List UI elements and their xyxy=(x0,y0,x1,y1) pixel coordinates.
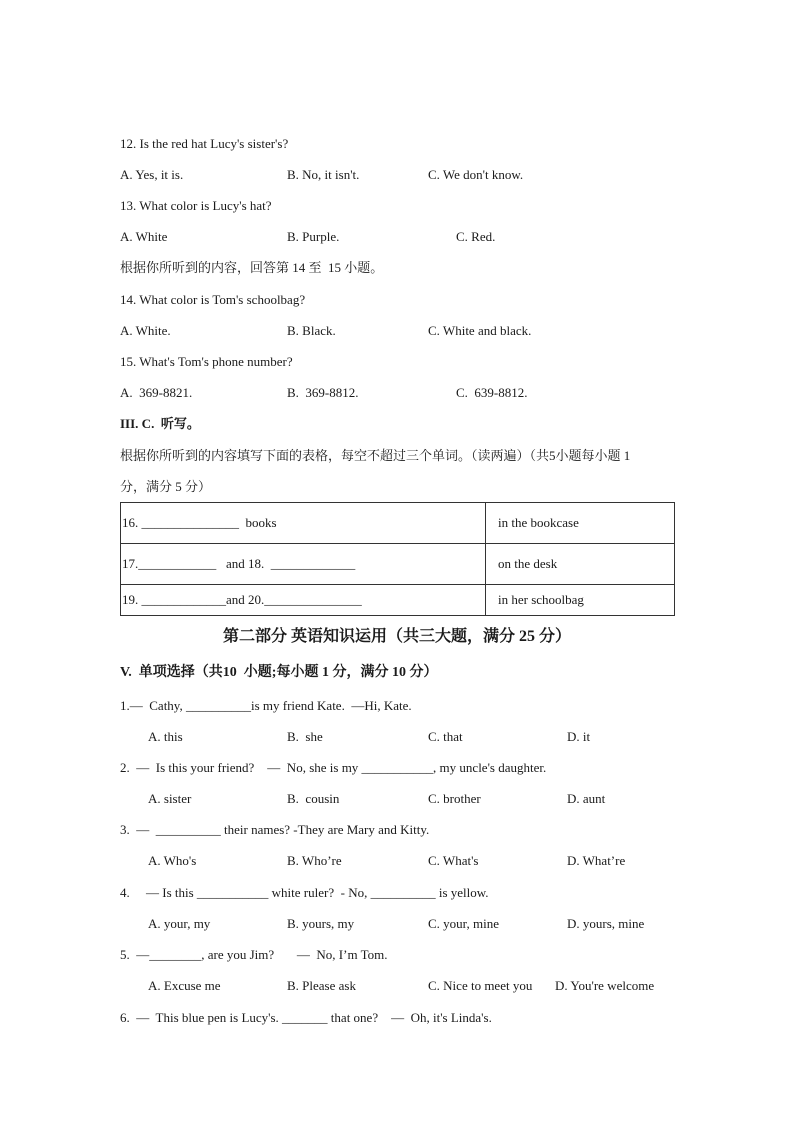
mcq-4-option-b: B. yours, my xyxy=(287,916,355,931)
mcq-4-option-d: D. yours, mine xyxy=(567,916,645,931)
mcq-1-stem: 1.— Cathy, __________is my friend Kate. —Hi, Kate. xyxy=(120,698,412,713)
q15-option-b: B. 369-8812. xyxy=(287,385,359,400)
question-15-stem: 15. What's Tom's phone number? xyxy=(120,354,293,369)
mcq-4-stem: 4. — Is this ___________ white ruler? - No, __________ is yellow. xyxy=(120,885,489,900)
dictation-instruction-line1: 根据你所听到的内容填写下面的表格，每空不超过三个单词。（读两遍）（共5小题每小题 1 xyxy=(120,448,631,463)
q12-option-a: A. Yes, it is. xyxy=(120,167,184,182)
q15-option-c: C. 639-8812. xyxy=(456,385,528,400)
q13-option-b: B. Purple. xyxy=(287,229,340,244)
q15-option-a: A. 369-8821. xyxy=(120,385,193,400)
mcq-3-stem: 3. — __________ their names? -They are Mary and Kitty. xyxy=(120,822,430,837)
mcq-3-option-a: A. Who's xyxy=(148,853,197,868)
table-row xyxy=(121,544,675,585)
dictation-table xyxy=(120,502,675,616)
mcq-3-option-c: C. What's xyxy=(428,853,479,868)
table-cell-location: in the bookcase xyxy=(486,503,675,544)
mcq-1-option-c: C. that xyxy=(428,729,463,744)
mcq-1-option-d: D. it xyxy=(567,729,591,744)
table-cell-blank: 16. _______________ books xyxy=(121,503,486,544)
mcq-3-option-d: D. What’re xyxy=(567,853,626,868)
question-12-stem: 12. Is the red hat Lucy's sister's? xyxy=(120,136,289,151)
mcq-2-option-b: B. cousin xyxy=(287,791,340,806)
q14-option-c: C. White and black. xyxy=(428,323,532,338)
mcq-2-option-a: A. sister xyxy=(148,791,192,806)
mcq-5-option-c: C. Nice to meet you xyxy=(428,978,533,993)
table-cell-blank: 17.____________ and 18. _____________ xyxy=(121,544,486,585)
mcq-1-option-b: B. she xyxy=(287,729,323,744)
instruction-14-15: 根据你所听到的内容，回答第 14 至 15 小题。 xyxy=(120,260,384,275)
table-row xyxy=(121,585,675,616)
mcq-4-option-c: C. your, mine xyxy=(428,916,499,931)
table-row xyxy=(121,503,675,544)
question-13-stem: 13. What color is Lucy's hat? xyxy=(120,198,272,213)
dictation-heading: III. C. 听写。 xyxy=(120,416,200,431)
mcq-5-option-a: A. Excuse me xyxy=(148,978,221,993)
mcq-5-stem: 5. —________, are you Jim? — No, I’m Tom. xyxy=(120,947,388,962)
mcq-2-option-c: C. brother xyxy=(428,791,481,806)
mcq-5-option-b: B. Please ask xyxy=(287,978,356,993)
dictation-instruction-line2: 分，满分 5 分） xyxy=(120,479,212,494)
question-14-stem: 14. What color is Tom's schoolbag? xyxy=(120,292,306,307)
q13-option-a: A. White xyxy=(120,229,168,244)
table-cell-location: on the desk xyxy=(486,544,675,585)
mcq-2-stem: 2. — Is this your friend? — No, she is my ___________, my uncle's daughter. xyxy=(120,760,547,775)
mcq-2-option-d: D. aunt xyxy=(567,791,606,806)
mcq-1-option-a: A. this xyxy=(148,729,183,744)
table-cell-blank: 19. _____________and 20._______________ xyxy=(121,585,486,616)
mcq-4-option-a: A. your, my xyxy=(148,916,211,931)
mcq-5-option-d: D. You're welcome xyxy=(555,978,655,993)
section-v-heading: V. 单项选择（共10 小题;每小题 1 分，满分 10 分） xyxy=(120,665,438,680)
q14-option-a: A. White. xyxy=(120,323,171,338)
q14-option-b: B. Black. xyxy=(287,323,336,338)
q12-option-b: B. No, it isn't. xyxy=(287,167,360,182)
table-cell-location: in her schoolbag xyxy=(486,585,675,616)
mcq-6-stem: 6. — This blue pen is Lucy's. _______ that one? — Oh, it's Linda's. xyxy=(120,1010,492,1025)
q13-option-c: C. Red. xyxy=(456,229,496,244)
mcq-3-option-b: B. Who’re xyxy=(287,853,342,868)
q12-option-c: C. We don't know. xyxy=(428,167,524,182)
part2-title: 第二部分 英语知识运用（共三大题，满分 25 分） xyxy=(222,628,571,645)
